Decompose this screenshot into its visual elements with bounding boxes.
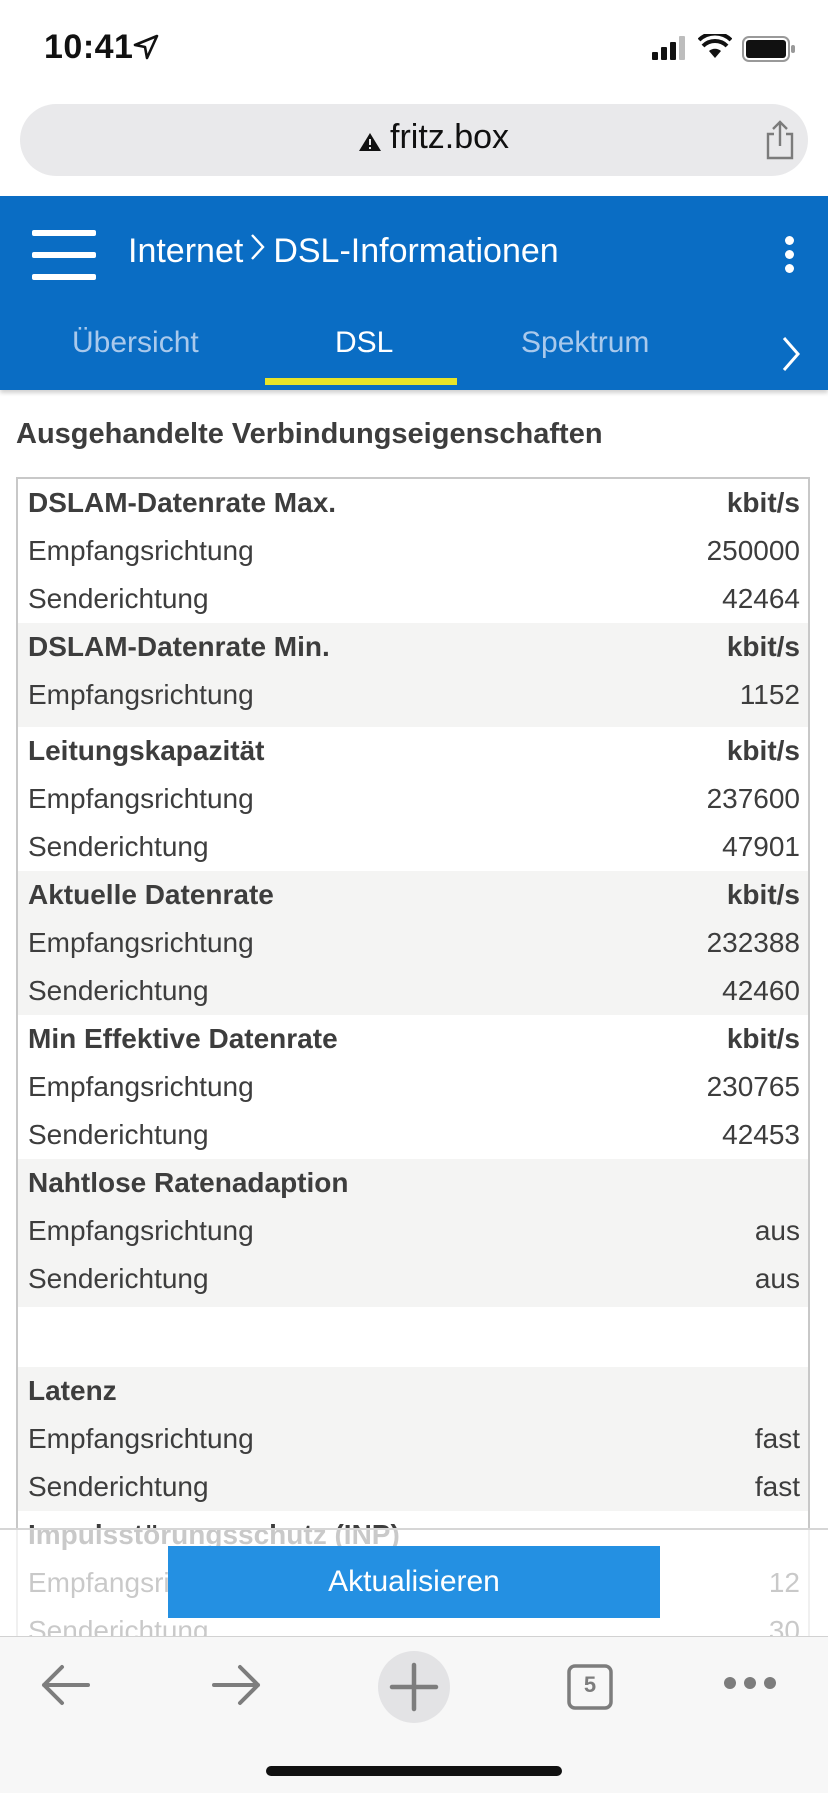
dsl-properties-table (16, 477, 810, 1637)
tab-count: 5 (583, 1672, 597, 1697)
forward-arrow-icon[interactable] (210, 1661, 264, 1709)
row-label: Empfangsrichtung (28, 1215, 254, 1246)
table-row (18, 1207, 808, 1255)
row-value: kbit/s (726, 879, 800, 910)
table-row (18, 871, 808, 919)
row-value: kbit/s (726, 735, 800, 766)
table-row (18, 479, 808, 527)
breadcrumb-dsl-informationen: DSL-Informationen (273, 232, 559, 270)
row-value: 250000 (706, 535, 800, 566)
table-row (18, 823, 808, 871)
row-value: fast (754, 1471, 800, 1502)
row-value: fast (754, 1423, 800, 1454)
row-value: 230765 (706, 1071, 800, 1102)
tabs-button[interactable] (566, 1663, 614, 1711)
row-label: Senderichtung (28, 1263, 209, 1294)
row-value: 47901 (722, 831, 800, 862)
more-vertical-icon[interactable] (782, 236, 796, 276)
row-label: Senderichtung (28, 1119, 209, 1150)
table-row (18, 1255, 808, 1307)
chevron-right-icon[interactable] (778, 334, 804, 374)
tab-uebersicht[interactable]: Übersicht (72, 326, 199, 359)
row-label: Senderichtung (28, 975, 209, 1006)
row-label: Empfangsrichtung (28, 927, 254, 958)
table-row (18, 775, 808, 823)
back-arrow-icon[interactable] (38, 1661, 92, 1709)
address-bar[interactable] (20, 104, 808, 176)
status-bar (0, 0, 828, 100)
battery-icon (742, 36, 796, 62)
table-row (18, 1159, 808, 1207)
breadcrumb (128, 232, 559, 271)
table-row (18, 1111, 808, 1159)
wifi-icon (698, 34, 732, 60)
row-label: Empfangsrichtung (28, 1071, 254, 1102)
menu-icon[interactable] (32, 230, 96, 280)
table-row (18, 1015, 808, 1063)
tab-spektrum[interactable]: Spektrum (521, 326, 650, 359)
more-horizontal-icon[interactable] (722, 1675, 778, 1691)
row-value: 237600 (706, 783, 800, 814)
breadcrumb-internet[interactable]: Internet (128, 232, 244, 270)
row-value: 232388 (706, 927, 800, 958)
row-value: 42464 (722, 583, 800, 614)
row-value: kbit/s (726, 487, 800, 518)
cellular-signal-icon (652, 36, 688, 60)
row-label: DSLAM-Datenrate Max. (28, 487, 337, 518)
table-row (18, 1367, 808, 1415)
share-icon[interactable] (764, 120, 796, 160)
table-row (18, 623, 808, 671)
table-row (18, 575, 808, 623)
row-label: DSLAM-Datenrate Min. (28, 631, 330, 662)
tab-dsl[interactable]: DSL (335, 326, 394, 359)
row-value: 1152 (739, 679, 800, 710)
row-label: Aktuelle Datenrate (28, 879, 274, 910)
row-value: kbit/s (726, 1023, 800, 1054)
row-label: Senderichtung (28, 583, 209, 614)
table-row (18, 967, 808, 1015)
row-label: Empfangsrichtung (28, 1423, 254, 1454)
row-label: Empfangsrichtung (28, 783, 254, 814)
row-label: Senderichtung (28, 831, 209, 862)
breadcrumb-separator-icon (247, 232, 269, 271)
row-label: Empfangsrichtung (28, 535, 254, 566)
status-time: 10:41 (44, 28, 134, 66)
active-tab-indicator (265, 378, 457, 385)
row-label: Empfangsrichtung (28, 679, 254, 710)
row-value: 42460 (722, 975, 800, 1006)
row-label: Nahtlose Ratenadaption (28, 1167, 349, 1198)
warning-icon (358, 132, 382, 152)
table-row (18, 727, 808, 775)
row-value: aus (754, 1215, 800, 1246)
table-row (18, 671, 808, 727)
section-title: Ausgehandelte Verbindungseigenschaften (16, 418, 603, 450)
row-label: Senderichtung (28, 1471, 209, 1502)
row-value: 42453 (722, 1119, 800, 1150)
plus-icon (378, 1651, 450, 1723)
row-label: Leitungskapazität (28, 735, 265, 766)
table-row (18, 919, 808, 967)
home-indicator (266, 1766, 562, 1776)
location-arrow-icon (133, 34, 159, 60)
table-row (18, 1463, 808, 1511)
refresh-button[interactable]: Aktualisieren (168, 1546, 660, 1618)
table-row (18, 527, 808, 575)
row-value: kbit/s (726, 631, 800, 662)
row-label: Min Effektive Datenrate (28, 1023, 338, 1054)
fritz-header (0, 196, 828, 390)
table-row (18, 1415, 808, 1463)
row-label: Latenz (28, 1375, 117, 1406)
table-row (18, 1063, 808, 1111)
row-value: aus (754, 1263, 800, 1294)
url-text: fritz.box (390, 118, 510, 156)
new-tab-button[interactable] (378, 1651, 450, 1723)
